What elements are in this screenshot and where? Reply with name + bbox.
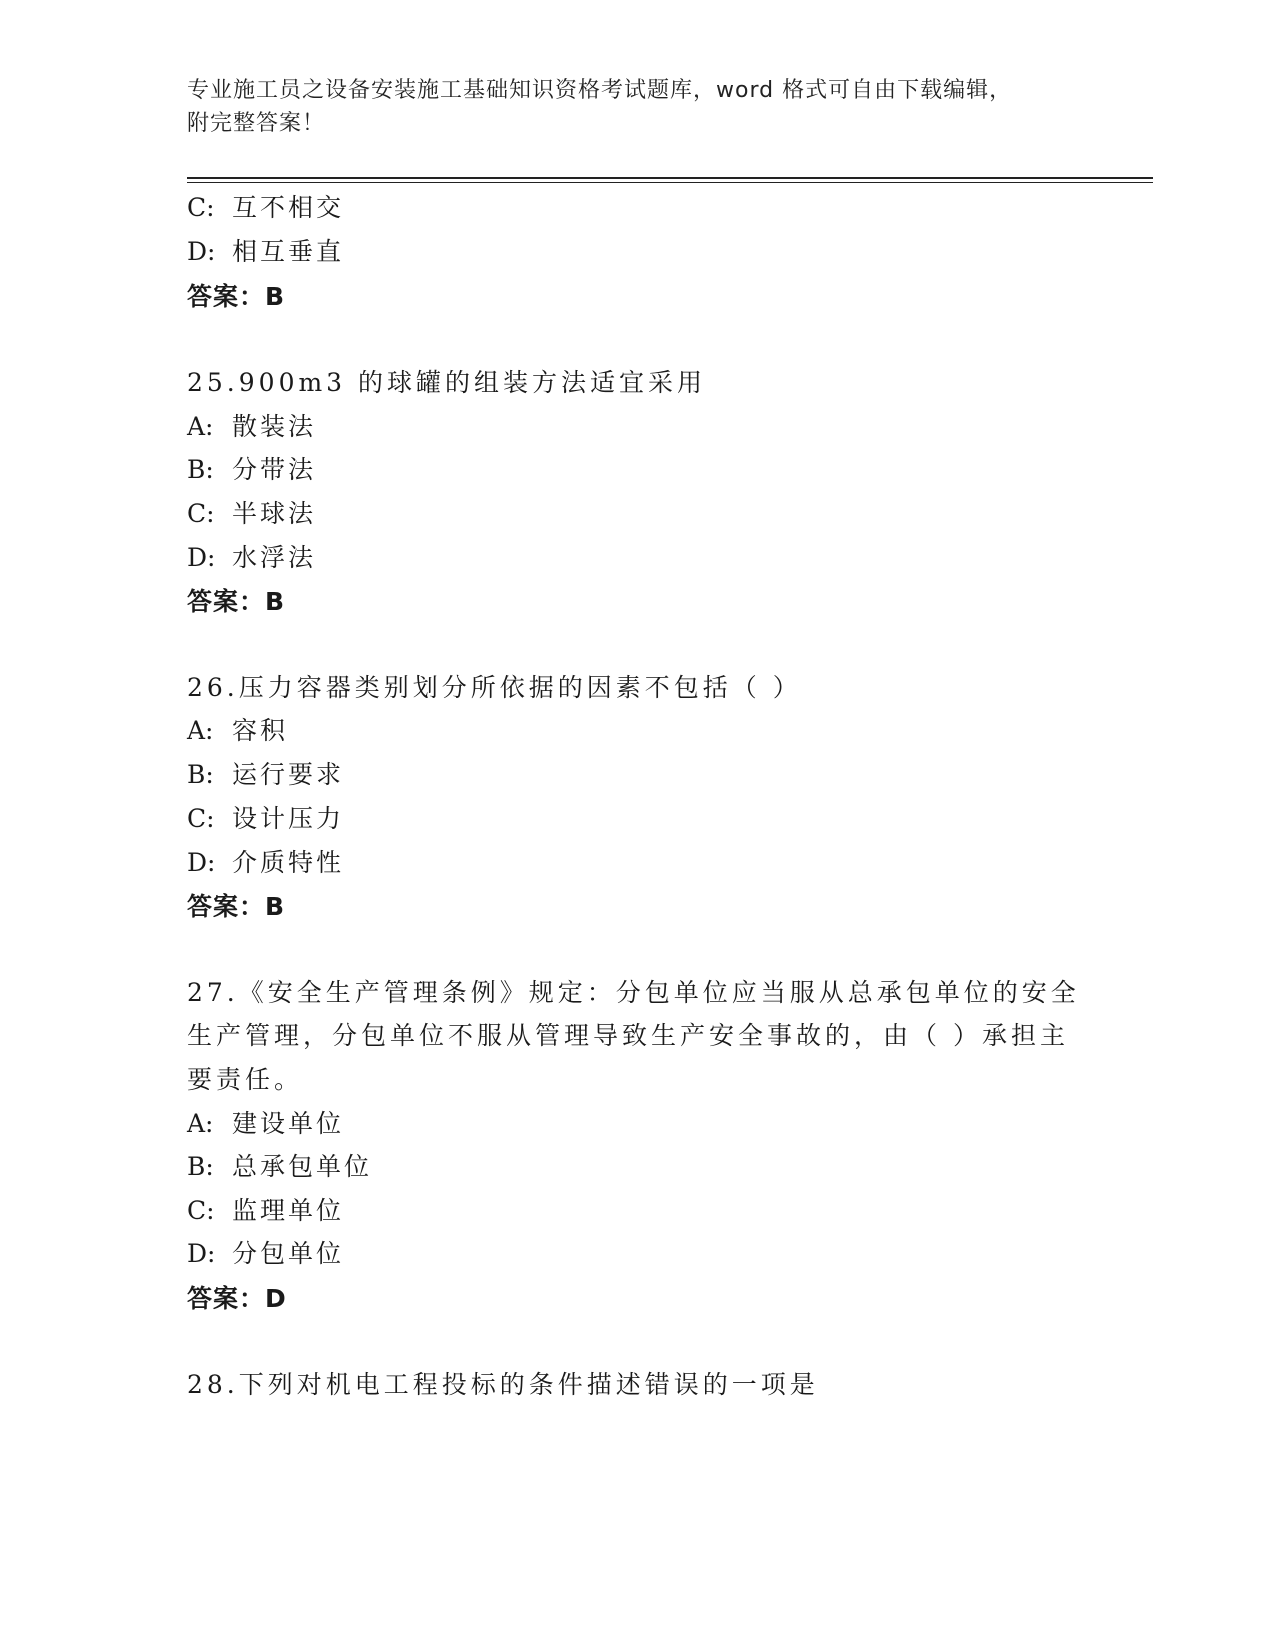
option-label: C:	[187, 1196, 215, 1225]
header-line-1: 专业施工员之设备安装施工基础知识资格考试题库，word 格式可自由下载编辑，	[187, 78, 1013, 103]
question-26-title: 26.压力容器类别划分所依据的因素不包括（ ）	[187, 673, 802, 702]
option-c	[187, 1193, 344, 1229]
question-27-title-line-3: 要责任。	[187, 1065, 304, 1094]
option-a	[187, 1106, 344, 1142]
option-label: B:	[187, 455, 214, 484]
option-b	[187, 1149, 372, 1185]
option-d	[187, 234, 344, 270]
question-27-title-line-2: 生产管理，分包单位不服从管理导致生产安全事故的，由（ ）承担主	[187, 1021, 1069, 1050]
option-text: 监理单位	[232, 1196, 345, 1225]
option-label: B:	[187, 1152, 214, 1181]
option-label: D:	[187, 1239, 216, 1268]
question-25-title: 25.900m3 的球罐的组装方法适宜采用	[187, 368, 707, 397]
option-label: B:	[187, 760, 214, 789]
option-text: 相互垂直	[232, 237, 345, 266]
option-label: A:	[187, 412, 214, 441]
option-text: 介质特性	[232, 848, 345, 877]
option-d	[187, 540, 316, 576]
option-text: 容积	[232, 716, 289, 745]
option-c	[187, 496, 316, 532]
option-text: 水浮法	[232, 543, 317, 572]
option-label: C:	[187, 193, 215, 222]
header-line-2: 附完整答案！	[187, 111, 326, 136]
option-text: 设计压力	[232, 804, 345, 833]
answer-line: 答案：B	[187, 282, 286, 311]
option-label: A:	[187, 1109, 214, 1138]
option-text: 分包单位	[232, 1239, 345, 1268]
option-text: 建设单位	[232, 1109, 345, 1138]
document-header	[187, 74, 1087, 140]
option-d	[187, 845, 344, 881]
option-b	[187, 452, 316, 488]
option-label: C:	[187, 804, 215, 833]
option-d	[187, 1236, 344, 1272]
option-label: A:	[187, 716, 214, 745]
option-label: D:	[187, 848, 216, 877]
option-label: D:	[187, 237, 216, 266]
option-text: 运行要求	[232, 760, 345, 789]
header-rule-thin	[187, 182, 1153, 183]
option-c	[187, 801, 344, 837]
answer-line: 答案：B	[187, 587, 286, 616]
header-rule-thick	[187, 177, 1153, 179]
option-label: D:	[187, 543, 216, 572]
option-text: 半球法	[232, 499, 317, 528]
option-b	[187, 757, 344, 793]
option-label: C:	[187, 499, 215, 528]
option-text: 总承包单位	[232, 1152, 373, 1181]
option-text: 散装法	[232, 412, 317, 441]
option-text: 分带法	[232, 455, 317, 484]
answer-line: 答案：B	[187, 892, 286, 921]
option-text: 互不相交	[232, 193, 345, 222]
option-c	[187, 190, 344, 226]
question-28-title: 28.下列对机电工程投标的条件描述错误的一项是	[187, 1370, 819, 1399]
option-a	[187, 409, 316, 445]
question-27-title-line-1: 27.《安全生产管理条例》规定：分包单位应当服从总承包单位的安全	[187, 978, 1080, 1007]
answer-line: 答案：D	[187, 1284, 287, 1313]
option-a	[187, 713, 288, 749]
